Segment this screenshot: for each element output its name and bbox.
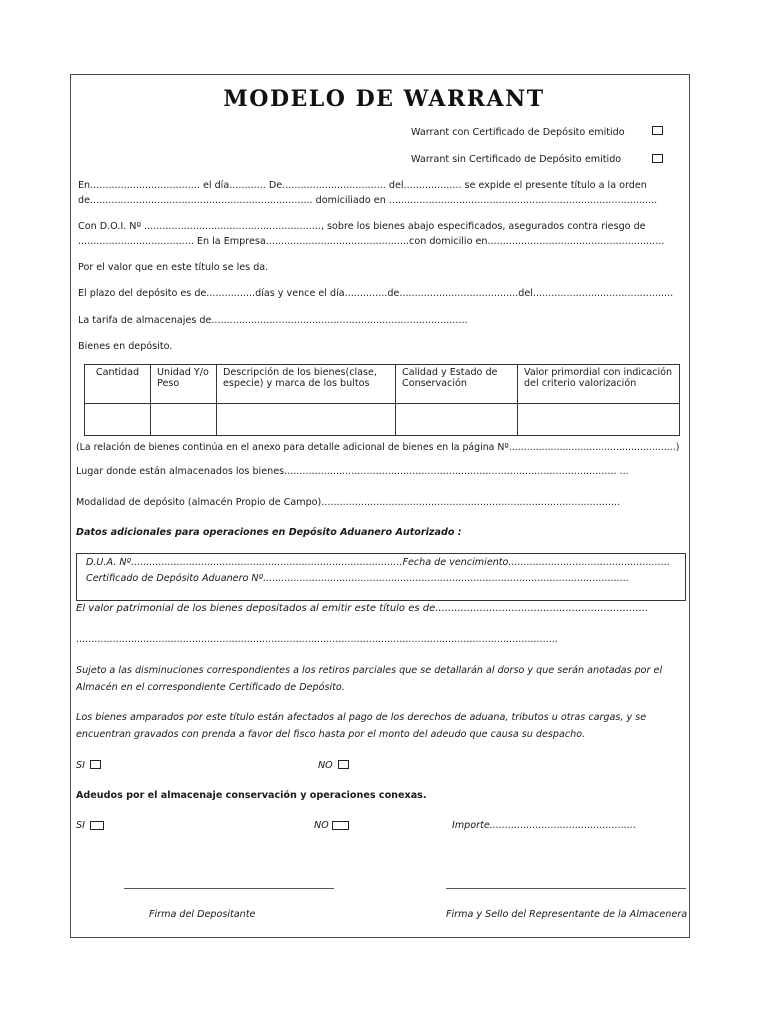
header-unit: Unidad Y/o Peso xyxy=(151,365,217,404)
patrimonial-value-line: El valor patrimonial de los bienes depositados al emitir este título es de................................................................... xyxy=(76,603,649,614)
header-quantity: Cantidad xyxy=(85,365,151,404)
insurance-line: ...................................... En la Empresa...............................................con domicilio en.......................................................... xyxy=(78,236,665,247)
debts-yes-label: SI xyxy=(76,820,85,831)
reductions-line-2: Almacén en el correspondiente Certificado de Depósito. xyxy=(76,682,345,693)
dua-line: D.U.A. Nº.........................................................................................Fecha de vencimiento..................................................... xyxy=(86,557,671,568)
customs-heading: Datos adicionales para operaciones en Depósito Aduanero Autorizado : xyxy=(76,527,462,538)
liens-yes-label: SI xyxy=(76,760,85,771)
cell-quantity[interactable] xyxy=(85,404,151,436)
cell-description[interactable] xyxy=(217,404,396,436)
tariff-line: La tarifa de almacenajes de.................................................................................... xyxy=(78,315,468,326)
term-line: El plazo del depósito es de................días y vence el día..............de.......................................del.............................................. xyxy=(78,288,674,299)
customs-liens-line-2: encuentran gravados con prenda a favor del fisco hasta por el monto del adeudo que causa su despacho. xyxy=(76,729,586,740)
doi-line: Con D.O.I. Nº .........................................................., sobre los bienes abajo especificados, asegurados contra riesgo de xyxy=(78,221,646,232)
debts-yes-checkbox[interactable] xyxy=(90,821,104,830)
with-certificate-checkbox[interactable] xyxy=(652,126,663,135)
table-row xyxy=(85,404,680,436)
cell-quality[interactable] xyxy=(396,404,518,436)
liens-yes-checkbox[interactable] xyxy=(90,760,101,769)
goods-table xyxy=(84,364,680,436)
amount-line: Importe................................................ xyxy=(452,820,637,831)
deposit-mode-line: Modalidad de depósito (almacén Propio de Campo).................................................................................................. xyxy=(76,497,621,508)
debts-no-label: NO xyxy=(314,820,329,831)
dotted-line: .............................................................................................................................................................. xyxy=(76,634,558,645)
option-without-certificate-label: Warrant sin Certificado de Depósito emitido xyxy=(411,154,622,165)
without-certificate-checkbox[interactable] xyxy=(652,154,663,163)
issue-line: En.................................... el día............ De.................................. del................... se expide el presente título a la orden xyxy=(78,180,647,191)
cell-unit[interactable] xyxy=(151,404,217,436)
depositor-signature-line xyxy=(124,888,334,889)
depositor-signature-label: Firma del Depositante xyxy=(149,909,256,920)
debts-heading: Adeudos por el almacenaje conservación y operaciones conexas. xyxy=(76,790,427,801)
domicile-line: de......................................................................... domiciliado en ........................................................................................ xyxy=(78,195,658,206)
warehouse-signature-line xyxy=(446,888,686,889)
liens-no-label: NO xyxy=(318,760,333,771)
storage-place-line: Lugar donde están almacenados los bienes............................................................................................................. ... xyxy=(76,466,629,477)
header-quality: Calidad y Estado de Conservación xyxy=(396,365,518,404)
debts-no-checkbox[interactable] xyxy=(332,821,349,830)
header-value: Valor primordial con indicación del criterio valorización xyxy=(518,365,680,404)
annex-note: (La relación de bienes continúa en el anexo para detalle adicional de bienes en la página Nº........................................................) xyxy=(76,442,680,453)
table-header-row xyxy=(85,365,680,404)
header-description: Descripción de los bienes(clase, especie) y marca de los bultos xyxy=(217,365,396,404)
value-line: Por el valor que en este título se les da. xyxy=(78,262,269,273)
liens-no-checkbox[interactable] xyxy=(338,760,349,769)
document-title: MODELO DE WARRANT xyxy=(223,86,545,112)
warehouse-signature-label: Firma y Sello del Representante de la Almacenera xyxy=(446,909,688,920)
customs-liens-line-1: Los bienes amparados por este título están afectados al pago de los derechos de aduana, tributos u otras cargas, y se xyxy=(76,712,647,723)
reductions-line-1: Sujeto a las disminuciones correspondientes a los retiros parciales que se detallarán al dorso y que serán anotadas por el xyxy=(76,665,663,676)
goods-heading: Bienes en depósito. xyxy=(78,341,173,352)
option-with-certificate-label: Warrant con Certificado de Depósito emitido xyxy=(411,127,625,138)
cell-value[interactable] xyxy=(518,404,680,436)
customs-certificate-line: Certificado de Depósito Aduanero Nº........................................................................................................................ xyxy=(86,573,630,584)
